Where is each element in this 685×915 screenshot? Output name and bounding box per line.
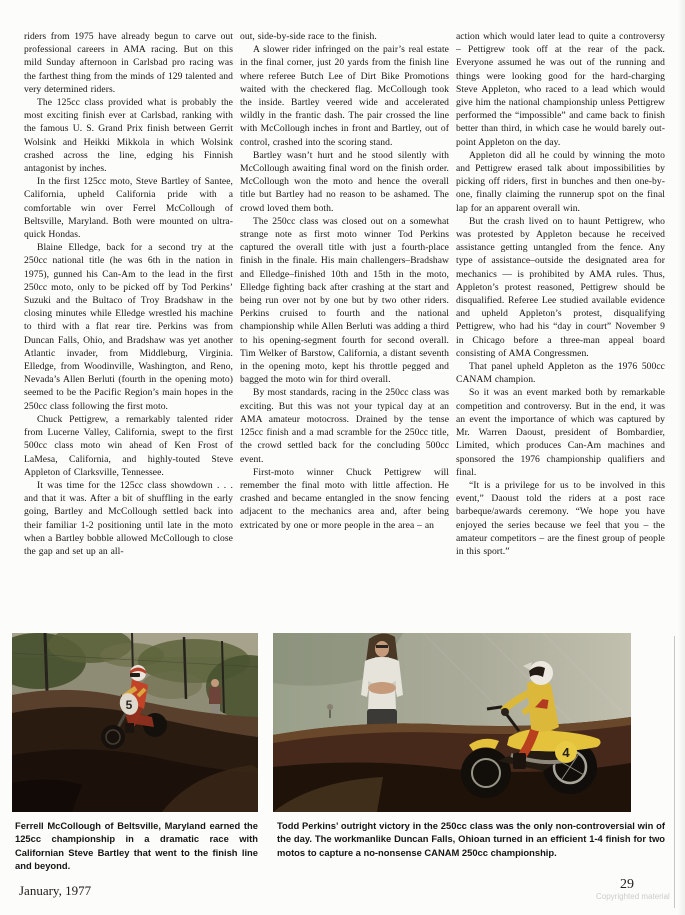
body-paragraph: riders from 1975 have already begun to carve out professional careers in AMA racing. But on this mild Sunday afternoon in Carlsbad pro racing was the farthest thing from the minds of 129 talented and very determined riders. (24, 31, 233, 95)
photo-left-illustration (12, 633, 258, 812)
body-paragraph: First-moto winner Chuck Pettigrew will remember the final moto with little affection. He crashed and became entangled in the snow fencing adjacent to the mechanics area and, after being extricated by one or more people in the area – an (240, 466, 449, 531)
body-paragraph: “It is a privilege for us to be involved in this event,” Daoust told the riders at a post race barbeque/awards ceremony. “We hope you have enjoyed the series because we feel that you – the amateur competitors – are the finest group of people in this sport.” (456, 479, 665, 557)
photo-right-250cc-winner (273, 633, 631, 812)
body-paragraph: The 250cc class was closed out on a somewhat strange note as first moto winner Tod Perkins captured the overall title with just a fourth-place finish in the finale. His main challengers–Bradshaw and Elledge–finished 10th and 15th in the moto, Elledge fighting back after crashing at the start and being run over not by one but by two other riders. Perkins cruised to fourth and the national championship while Allen Berluti was adding a third to his opening-segment fourth for second overall. Tim Welker of Barstow, California, a distant seventh in the opening moto, kept his throttle pegged and bagged the moto win for third overall. (240, 215, 449, 386)
body-paragraph: It was time for the 125cc class showdown . . . and that it was. After a bit of shuffling in the early going, Bartley and McCollough settled back into their familiar 1-2 positioning until late in the moto when a Bartley bobble allowed McCollough to close the gap and set up an all- (24, 479, 233, 557)
body-paragraph: Bartley wasn’t hurt and he stood silently with McCollough awaiting final word on the finish order. McCollough won the moto and hence the overall title but Bartley had no reason to be ashamed. The crowd loved them both. (240, 149, 449, 214)
body-paragraph: A slower rider infringed on the pair’s real estate in the final corner, just 20 yards from the finish line where referee Butch Lee of Dirt Bike Promotions waited with the checkered flag. McCollough took the inside. Bartley veered wide and accelerated wildly in the frantic dash. The pair crossed the line with McCollough inches in front and Bartley, out of control, crashed into the scoring stand. (240, 44, 449, 148)
body-paragraph: The 125cc class provided what is probably the most exciting finish ever at Carlsbad, ranking with the famous U. S. Grand Prix finish between Gerrit Wolsink and Heikki Mikkola in which Wolsink crashed across the line, edging his Finnish antagonist by inches. (24, 97, 233, 175)
caption-right: Todd Perkins’ outright victory in the 250cc class was the only non-controversial win of the day. The workmanlike Duncan Falls, Ohioan turned in an efficient 1-4 finish for two motos to capture a no-nonsense CANAM 250cc championship. (277, 820, 665, 858)
body-paragraph: That panel upheld Appleton as the 1976 500cc CANAM champion. (456, 361, 665, 386)
body-paragraph: But the crash lived on to haunt Pettigrew, who was protested by Appleton because he received assistance getting untangled from the fence. Any type of assistance–outside the designated area for mechanics — is prohibited by AMA rules. Thus, Appleton’s protest reasoned, Pettigrew should be disqualified. Referee Lee studied available evidence and upheld Appleton’s protest, disqualifying Pettigrew, who had his “day in court” November 9 in Chicago before a three-man appeal board consisting of AMA Congressmen. (456, 215, 665, 359)
bike-number-text: 4 (562, 745, 570, 760)
photo-left-125cc-race (12, 633, 258, 812)
body-paragraph: action which would later lead to quite a controversy – Pettigrew took off at the rear of the pack. Everyone assumed he was out of the running and things were looking good for the hard-charging Steve Appleton, who raced to a lead which would give him the national championship unless Pettigrew performed the “impossible” and came back to finish better than third, in which case he would barely out-point Appleton on the day. (456, 31, 665, 148)
bike-number-text: 5 (125, 698, 133, 712)
caption-left: Ferrell McCollough of Beltsville, Maryland earned the 125cc championship in a dramatic race with Californian Steve Bartley that went to the finish line and beyond. (15, 820, 258, 872)
body-paragraph: Appleton did all he could by winning the moto and Pettigrew erased talk about impossibilities by picking off riders, first in bunches and then one-by-one, finally claiming the runnerup spot on the final lap for an apparent overall win. (456, 149, 665, 214)
body-paragraph: By most standards, racing in the 250cc class was exciting. But this was not your typical day at an AMA amateur motocross. Drained by the tense 125cc finish and a mad scramble for the 250cc title, the crowd settled back for the concluding 500cc event. (240, 387, 449, 465)
body-paragraph: In the first 125cc moto, Steve Bartley of Santee, California, upheld California pride with a comfortable win over Ferrel McCollough of Beltsville, Maryland. Both were mounted on ultra-quick Hondas. (24, 176, 233, 241)
page-number: 29 (620, 877, 634, 892)
text-column-1 (24, 30, 233, 638)
scan-edge-line (674, 636, 675, 908)
copyright-watermark: Copyrighted material (596, 892, 670, 901)
body-paragraph: Chuck Pettigrew, a remarkably talented rider from Lucerne Valley, California, swept to the first 500cc class moto win ahead of Ken Frost of LaMesa, California, and highly-touted Steve Appleton of Clarksville, Tennessee. (24, 413, 233, 478)
body-paragraph: out, side-by-side race to the finish. (240, 31, 377, 42)
issue-date: January, 1977 (19, 883, 92, 898)
body-paragraph: Blaine Elledge, back for a second try at the 250cc national title (he was 6th in the nation in 1975), gunned his Can-Am to the lead in the first 250cc moto, only to be picked off by Tod Perkins’ Suzuki and the Bultaco of Troy Bradshaw in the closing minutes while Elledge wrestled his machine to third with a flat rear tire. Perkins was from Duncan Falls, Ohio, and Bradshaw was yet another Atlantic invader, from Middleburg, Virginia. Elledge, from Woodinville, Washington, and Reno, Nevada’s Allen Berluti (fourth in the opening moto) seemed to be the Pacific Region’s main hopes in the 250cc class following the first moto. (24, 242, 233, 412)
page-edge-shading (678, 0, 685, 915)
photo-right-illustration (273, 633, 631, 812)
text-column-2 (240, 30, 449, 638)
text-column-3 (456, 30, 665, 638)
body-paragraph: So it was an event marked both by remarkable competition and controversy. But in the end, it was an event the importance of which was captured by Mr. Warren Daoust, president of Bombardier, Limited, which produces Can-Am machines and sponsored the 1976 championship qualifiers and final. (456, 387, 665, 478)
